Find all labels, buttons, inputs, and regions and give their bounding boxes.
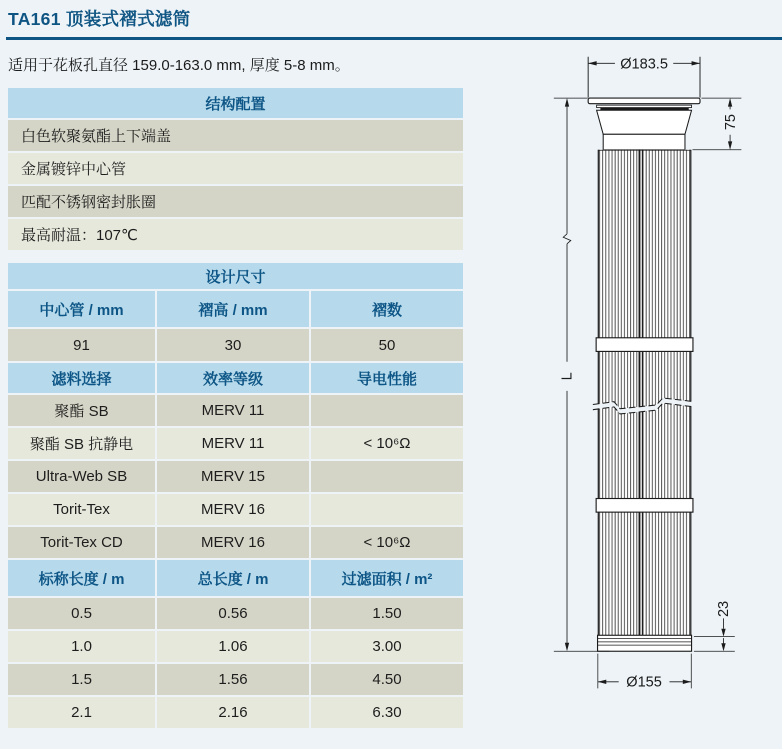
config-row-endcaps: 白色软聚氨酯上下端盖 bbox=[8, 120, 463, 151]
media-header-row bbox=[8, 363, 463, 393]
top-height-dimension bbox=[692, 98, 741, 150]
config-row-maxtemp: 最高耐温：107℃ bbox=[8, 219, 463, 250]
media-name: 聚酯 SB bbox=[8, 395, 155, 426]
dim-header-row bbox=[8, 291, 463, 327]
media-row bbox=[8, 395, 463, 426]
col-header-media: 滤料选择 bbox=[8, 363, 155, 393]
total-length: 0.56 bbox=[157, 598, 309, 629]
nominal-length: 2.1 bbox=[8, 697, 155, 728]
media-conductivity bbox=[311, 395, 463, 426]
nominal-length: 1.0 bbox=[8, 631, 155, 662]
config-row-core: 金属镀锌中心管 bbox=[8, 153, 463, 184]
media-name: Torit-Tex CD bbox=[8, 527, 155, 558]
media-conductivity bbox=[311, 494, 463, 525]
page-title: TA161 顶装式褶式滤筒 bbox=[8, 9, 191, 29]
config-row-sealring: 匹配不锈钢密封胀圈 bbox=[8, 186, 463, 217]
dim-bottom-diameter-label: Ø155 bbox=[626, 674, 662, 691]
bottom-end-cap bbox=[598, 635, 692, 651]
filter-area: 6.30 bbox=[311, 697, 463, 728]
length-row bbox=[8, 697, 463, 728]
top-diameter-dimension bbox=[588, 56, 700, 97]
media-row bbox=[8, 428, 463, 459]
media-conductivity bbox=[311, 461, 463, 492]
dim-length-label: L bbox=[559, 372, 576, 381]
media-row bbox=[8, 494, 463, 525]
value-pleat-height: 30 bbox=[157, 329, 309, 361]
title-rule bbox=[6, 37, 782, 40]
structure-config-table bbox=[8, 88, 463, 250]
cartridge-top-flange bbox=[588, 98, 700, 150]
media-row bbox=[8, 461, 463, 492]
total-length: 1.56 bbox=[157, 664, 309, 695]
dim-value-row bbox=[8, 329, 463, 361]
media-name: 聚酯 SB 抗静电 bbox=[8, 428, 155, 459]
dim-top-height-label: 75 bbox=[722, 113, 739, 131]
col-header-conductivity: 导电性能 bbox=[311, 363, 463, 393]
col-header-efficiency: 效率等级 bbox=[157, 363, 309, 393]
nominal-length: 1.5 bbox=[8, 664, 155, 695]
design-dimensions-header: 设计尺寸 bbox=[8, 263, 463, 289]
nominal-length: 0.5 bbox=[8, 598, 155, 629]
pleated-body bbox=[598, 150, 691, 635]
dim-bottom-cap-height-label: 23 bbox=[716, 600, 733, 618]
media-conductivity: < 10⁶Ω bbox=[311, 527, 463, 558]
media-name: Ultra-Web SB bbox=[8, 461, 155, 492]
page-subtitle: 适用于花板孔直径 159.0-163.0 mm, 厚度 5-8 mm。 bbox=[8, 57, 350, 74]
col-header-pleat-count: 褶数 bbox=[311, 291, 463, 327]
media-name: Torit-Tex bbox=[8, 494, 155, 525]
bottom-cap-height-dimension bbox=[694, 601, 735, 651]
filter-area: 1.50 bbox=[311, 598, 463, 629]
media-merv: MERV 16 bbox=[157, 527, 309, 558]
media-merv: MERV 15 bbox=[157, 461, 309, 492]
value-core: 91 bbox=[8, 329, 155, 361]
total-length: 2.16 bbox=[157, 697, 309, 728]
total-length: 1.06 bbox=[157, 631, 309, 662]
length-header-row bbox=[8, 560, 463, 596]
dim-top-diameter-label: Ø183.5 bbox=[620, 56, 668, 73]
media-merv: MERV 11 bbox=[157, 428, 309, 459]
media-merv: MERV 16 bbox=[157, 494, 309, 525]
media-merv: MERV 11 bbox=[157, 395, 309, 426]
filter-area: 3.00 bbox=[311, 631, 463, 662]
design-dimensions-table bbox=[8, 263, 463, 728]
col-header-nominal-length: 标称长度 / m bbox=[8, 560, 155, 596]
value-pleat-count: 50 bbox=[311, 329, 463, 361]
filter-cartridge-drawing bbox=[540, 45, 782, 749]
col-header-core: 中心管 / mm bbox=[8, 291, 155, 327]
media-row bbox=[8, 527, 463, 558]
bottom-diameter-dimension bbox=[598, 654, 691, 691]
structure-config-header: 结构配置 bbox=[8, 88, 463, 118]
length-row bbox=[8, 598, 463, 629]
length-row bbox=[8, 631, 463, 662]
col-header-total-length: 总长度 / m bbox=[157, 560, 309, 596]
media-conductivity: < 10⁶Ω bbox=[311, 428, 463, 459]
col-header-pleat-height: 褶高 / mm bbox=[157, 291, 309, 327]
filter-area: 4.50 bbox=[311, 664, 463, 695]
length-row bbox=[8, 664, 463, 695]
col-header-filter-area: 过滤面积 / m² bbox=[311, 560, 463, 596]
